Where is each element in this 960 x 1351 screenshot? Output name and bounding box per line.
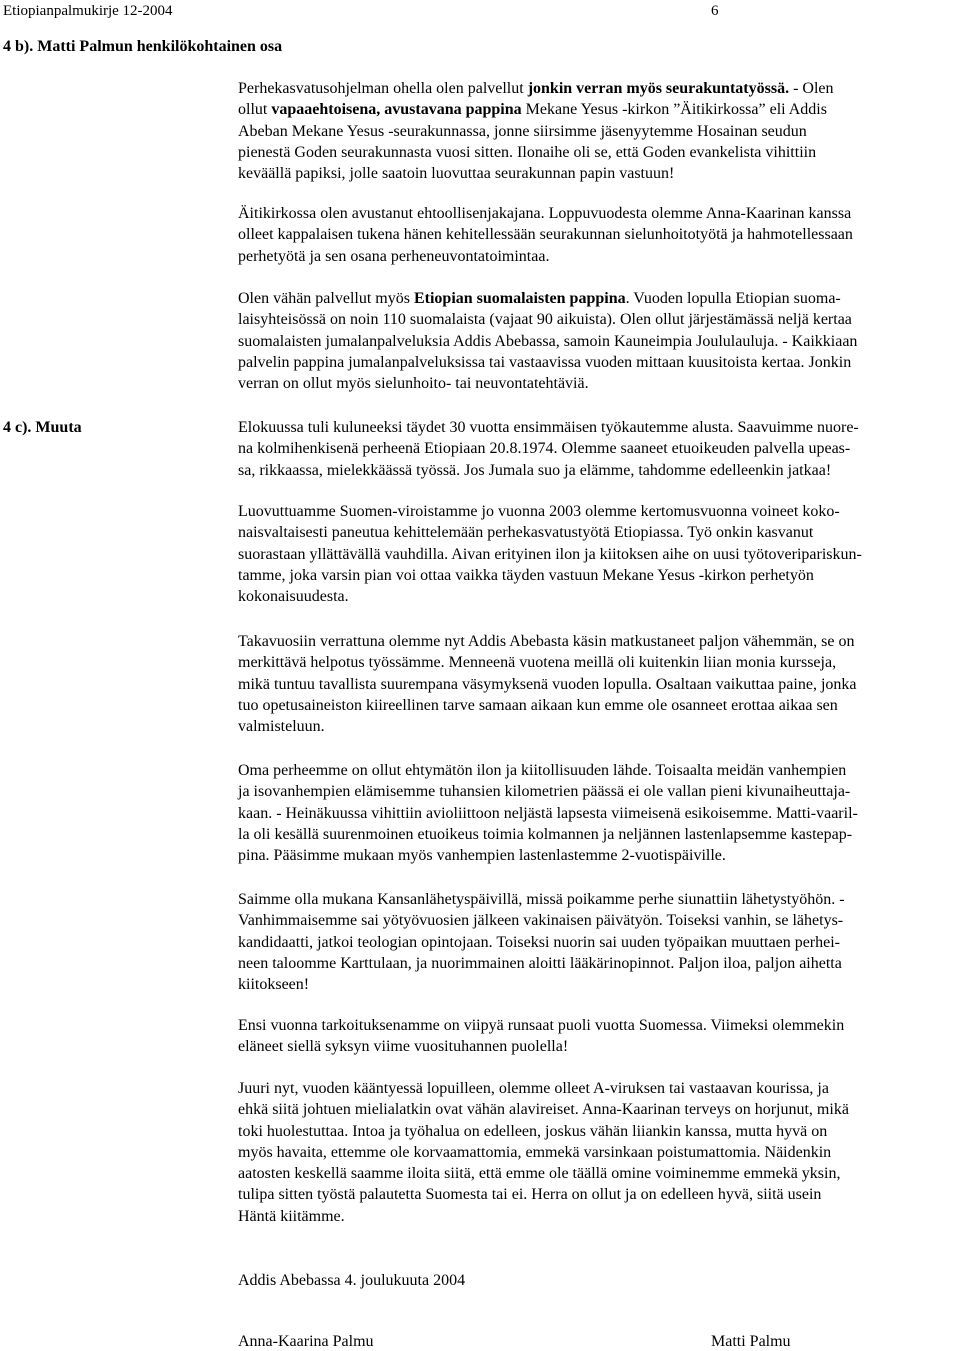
document-header-title: Etiopianpalmukirje 12-2004 [3, 3, 173, 19]
text-run: ollut [238, 101, 272, 119]
section-b-paragraph-1 [238, 78, 958, 184]
section-c-paragraph-5 [238, 889, 958, 995]
text-line: aatosten keskellä saamme iloita siitä, että emme ole täällä omine voiminemme emmekä yksin, [238, 1165, 841, 1183]
text-line: pina. Pääsimme mukaan myös vanhempien lastenlastemme 2-vuotispäiville. [238, 847, 726, 865]
text-run: laisyhteisössä on noin 110 suomalaista (vajaat 90 aikuista). Olen ollut järjestämässä neljä kertaa [238, 311, 852, 329]
section-c-label: 4 c). Muuta [3, 419, 82, 436]
text-line: Luovuttuamme Suomen-viroistamme jo vuonna 2003 olemme kertomusvuonna voineet koko- [238, 503, 840, 520]
text-line: suorastaan yllättävällä vauhdilla. Aivan erityinen ilon ja kiitoksen aihe on uusi työtoveripariskun- [238, 545, 862, 563]
text-line: mikä tuntuu tavallista suurempana väsymyksenä vuoden lopulla. Osaltaan vaikuttaa paine, jonka [238, 675, 857, 693]
text-run: Äitikirkossa olen avustanut ehtoollisenjakajana. Loppuvuodesta olemme Anna-Kaarinan kanssa [238, 205, 852, 222]
text-line: sa, rikkaassa, mielekkäässä työssä. Jos Jumala suo ja elämme, tahdomme edelleenkin jatkaa! [238, 461, 832, 479]
text-line: kandidaatti, jatkoi teologian opintojaan. Toiseksi nuorin sai uuden työpaikan muuttaen perhei- [238, 933, 840, 951]
text-line [238, 309, 958, 330]
page-number: 6 [711, 3, 719, 19]
text-run: perhetyötä ja sen osana perheneuvontatoimintaa. [238, 247, 550, 265]
text-run: Olen vähän palvellut myös [238, 290, 414, 307]
text-line: neen taloomme Karttulaan, ja nuorimmainen aloitti lääkärinopinnot. Paljon iloa, paljon aihetta [238, 954, 842, 972]
text-line: merkittävä helpotus työssämme. Menneenä vuotena meillä oli kuitenkin liian monia kursseja, [238, 654, 837, 672]
text-line: naisvaltaisesti paneutua kehittelemään perhekasvatustyötä Etiopiassa. Työ onkin kasvanut [238, 524, 814, 542]
text-line: kiitokseen! [238, 976, 310, 994]
text-run: palvelin pappina jumalanpalveluksissa tai vastaavissa vuoden mittaan kuusitoista kertaa. Jonkin [238, 353, 852, 371]
section-c-paragraph-2 [238, 501, 958, 607]
text-line: la oli kesällä suurenmoinen etuoikeus toimia kolmannen ja neljännen lastenlapsemme kastepap- [238, 825, 853, 843]
section-b-paragraph-3 [238, 288, 958, 394]
text-line: myös havaita, ettemme ole korvaamattomia, emmekä varsinkaan poistumattomia. Näidenkin [238, 1143, 832, 1161]
bold-text-run: Etiopian suomalaisten pappina [413, 290, 626, 307]
text-line: Saimme olla mukana Kansanlähetyspäivillä, missä poikamme perhe siunattiin lähetystyöhön. - [238, 891, 845, 908]
text-line [238, 246, 958, 267]
text-line: Elokuussa tuli kuluneeksi täydet 30 vuotta ensimmäisen työkautemme alusta. Saavuimme nuore- [238, 419, 859, 436]
text-line: Ensi vuonna tarkoituksenamme on viipyä runsaat puoli vuotta Suomessa. Viimeksi olemmekin [238, 1017, 845, 1034]
text-run: Perhekasvatusohjelman ohella olen palvellut [238, 80, 528, 97]
text-line [238, 142, 958, 163]
text-line [238, 121, 958, 142]
text-line: Oma perheemme on ollut ehtymätön ilon ja kiitollisuuden lähde. Toisaalta meidän vanhempien [238, 762, 847, 779]
text-line [238, 163, 958, 184]
signature-anna-kaarina: Anna-Kaarina Palmu [238, 1333, 374, 1350]
text-line [238, 224, 958, 245]
text-run: suomalaisten jumalanpalveluksia Addis Abebassa, samoin Kauneimpia Joululauluja. - Kaikkiaan [238, 332, 858, 350]
text-line [238, 288, 958, 309]
text-line [238, 352, 958, 373]
text-line [238, 203, 958, 224]
text-line: kokonaisuudesta. [238, 588, 349, 606]
bold-text-run: vapaaehtoisena, avustavana pappina [271, 101, 522, 119]
section-b-paragraph-2 [238, 203, 958, 267]
section-c-paragraph-1 [238, 417, 958, 481]
place-and-date-text: Addis Abebassa 4. joulukuuta 2004 [238, 1272, 466, 1289]
text-line: na kolmihenkisenä perheenä Etiopiaan 20.8.1974. Olemme saaneet etuoikeuden palvella upeas- [238, 440, 851, 458]
text-run: . Vuoden lopulla Etiopian suoma- [625, 290, 841, 307]
signature-matti: Matti Palmu [711, 1333, 791, 1350]
text-run: pienestä Goden seurakunnasta vuosi sitten. Ilonaihe oli se, että Goden evankelista vihittiin [238, 143, 817, 161]
bold-text-run: jonkin verran myös seurakuntatyössä. [527, 80, 790, 97]
text-run: olleet kappalaisen tukena hänen kehitellessään seurakunnan sielunhoitotyötä ja hahmotellessaan [238, 226, 853, 244]
section-c-paragraph-7 [238, 1078, 958, 1227]
text-line: kaan. - Heinäkuussa vihittiin avioliittoon neljästä lapsesta viimeisenä esikoisemme. Matti-vaaril- [238, 804, 858, 822]
text-run: Mekane Yesus -kirkon ”Äitikirkossa” eli Addis [521, 101, 827, 119]
text-line: tamme, joka varsin pian voi ottaa vaikka täyden vastuun Mekane Yesus -kirkon perhetyön [238, 566, 814, 584]
text-run: keväällä papiksi, jolle saatoin luovuttaa seurakunnan papin vastuun! [238, 165, 675, 183]
text-line: ehkä siitä johtuen mielialatkin ovat vähän alavireiset. Anna-Kaarinan terveys on horjunut, mikä [238, 1101, 849, 1119]
section-c-paragraph-6 [238, 1015, 958, 1058]
text-line [238, 331, 958, 352]
text-line: Juuri nyt, vuoden kääntyessä lopuilleen, olemme olleet A-viruksen tai vastaavan kourissa, ja [238, 1080, 829, 1097]
text-line: Häntä kiitämme. [238, 1207, 345, 1225]
place-and-date [238, 1270, 958, 1291]
text-line: Takavuosiin verrattuna olemme nyt Addis Abebasta käsin matkustaneet paljon vähemmän, se on [238, 633, 855, 650]
text-run: Abeban Mekane Yesus -seurakunnassa, jonne siirsimme jäsenyytemme Hosainan seudun [238, 122, 807, 140]
text-line: tuo opetusaineiston kiireellinen tarve samaan aikaan kun emme ole osanneet erottaa aikaa sen [238, 696, 838, 714]
text-line: toki huolestuttaa. Intoa ja työhalua on edelleen, joskus vähän liiankin kanssa, mutta hyvä on [238, 1122, 828, 1140]
text-run: verran on ollut myös sielunhoito- tai neuvontatehtäviä. [238, 375, 589, 393]
section-c-paragraph-3 [238, 631, 958, 737]
text-line: eläneet siellä syksyn viime vuosituhannen puolella! [238, 1038, 569, 1056]
text-line: ja isovanhempien elämisemme tuhansien kilometrien päässä ei ole vallan pieni kivunaiheuttaja- [238, 783, 851, 801]
section-c-paragraph-4 [238, 760, 958, 866]
text-line [238, 78, 958, 99]
text-line: tulipa sitten työstä palautetta Suomesta tai ei. Herra on ollut ja on edelleen hyvä, siitä usein [238, 1186, 822, 1204]
text-line: Vanhimmaisemme sai yötyövuosien jälkeen vakinaisen päivätyön. Toiseksi vanhin, se lähetys- [238, 912, 844, 930]
text-line: valmisteluun. [238, 718, 325, 736]
section-b-title: 4 b). Matti Palmun henkilökohtainen osa [3, 38, 283, 55]
text-line [238, 373, 958, 394]
text-run: - Olen [789, 80, 834, 97]
text-line [238, 99, 958, 120]
